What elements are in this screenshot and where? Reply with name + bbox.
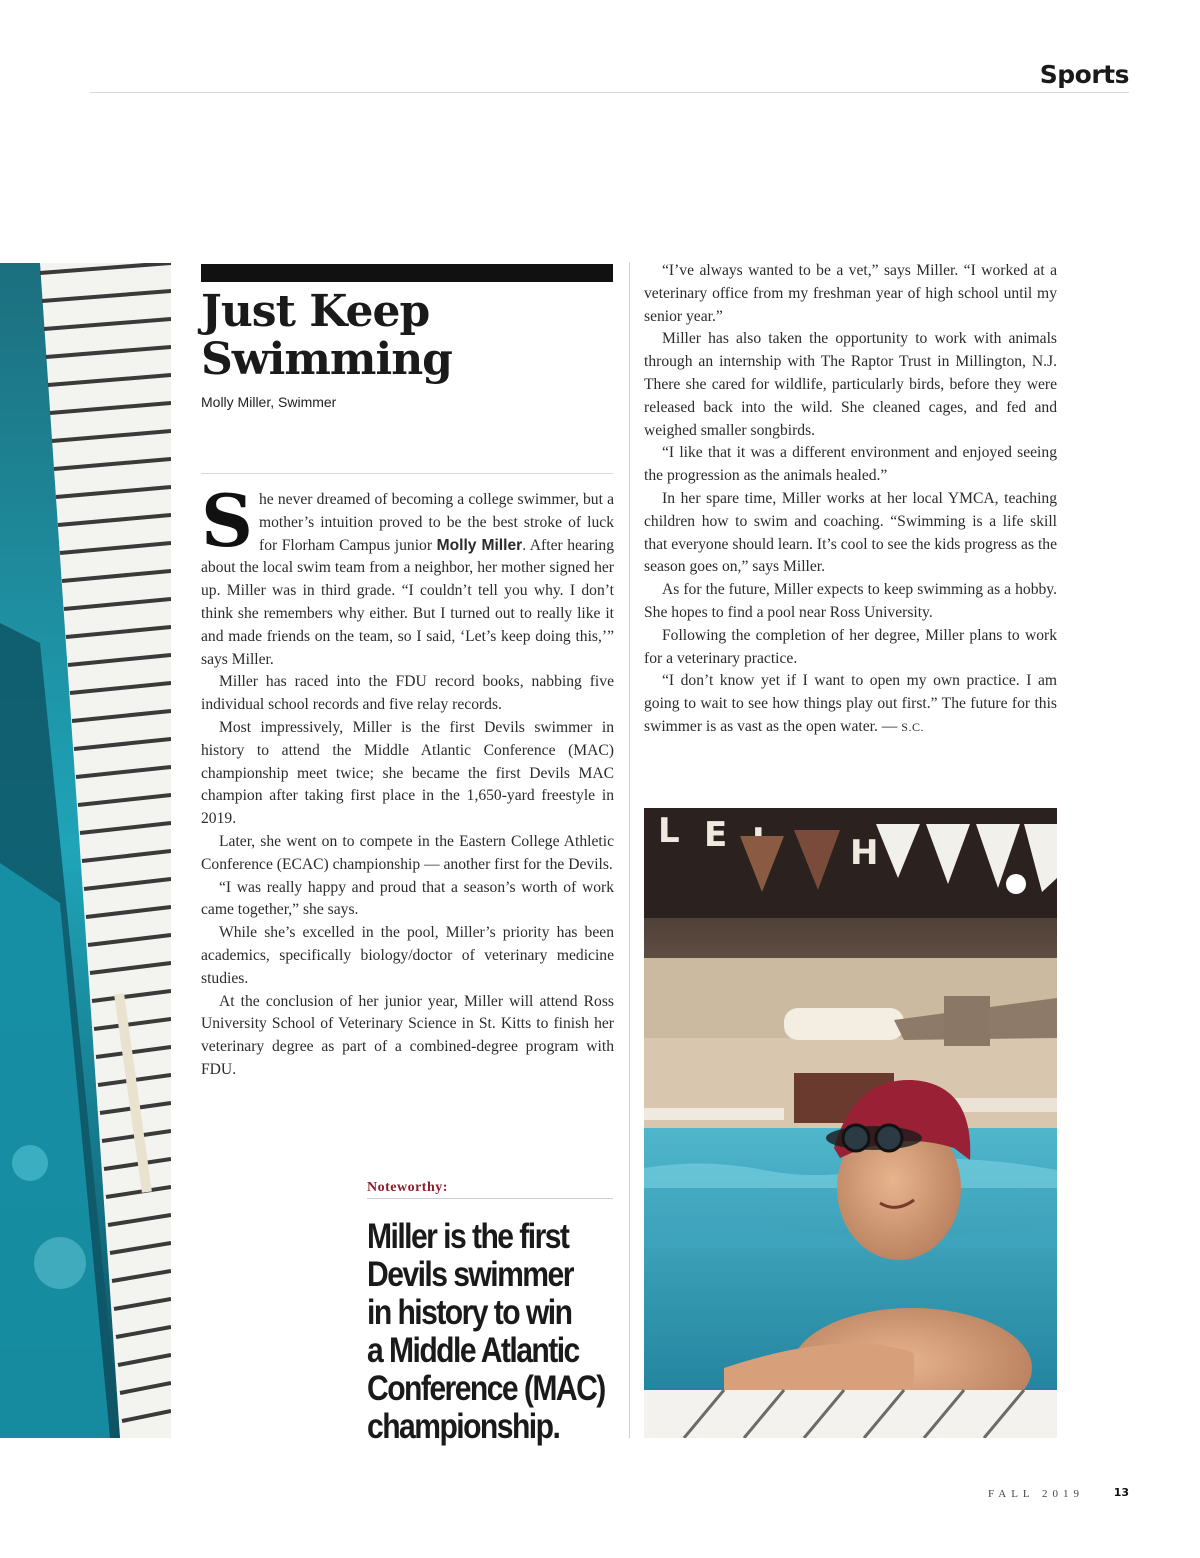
top-divider	[90, 92, 1129, 93]
paragraph-1-text-a: he never dreamed of becoming a college swimmer, but a mother’s intuition proved to be the best stroke of luck for Florham Campus junior	[259, 491, 614, 554]
paragraph-12: As for the future, Miller expects to keep swimming as a hobby. She hopes to find a pool near Ross University.	[644, 581, 1057, 621]
paragraph-2: Miller has raced into the FDU record books, nabbing five individual school records and five relay records.	[201, 673, 614, 714]
paragraph-13: Following the completion of her degree, Miller plans to work for a veterinary practice.	[644, 626, 1057, 667]
paragraph-5: “I was really happy and proud that a season’s worth of work came together,” she says.	[201, 878, 614, 919]
title-line-1: Just Keep	[201, 286, 430, 337]
paragraph-3: Most impressively, Miller is the first Devils swimmer in history to attend the Middle Atlantic Conference (MAC) championship meet twice; she became the first Devils MAC champion after taking first place in the 1,650-yard freestyle in 2019.	[201, 718, 614, 828]
column-divider	[629, 262, 630, 1438]
paragraph-11: In her spare time, Miller works at her local YMCA, teaching children how to swim and coaching. “Swimming is a life skill that everyone should learn. It’s cool to see the kids progress as the season goes on,” says Miller.	[644, 489, 1057, 576]
section-label: Sports	[1039, 60, 1129, 89]
issue-label: FALL 2019	[987, 1488, 1084, 1500]
article-column-2	[644, 260, 1057, 739]
pull-quote-line-5: Conference (MAC)	[367, 1369, 605, 1408]
paragraph-1	[201, 478, 614, 671]
paragraph-8: “I’ve always wanted to be a vet,” says Miller. “I worked at a veterinary office from my freshman year of high school until my senior year.”	[644, 262, 1057, 325]
subject-name: Molly Miller	[436, 536, 523, 554]
pull-quote-line-6: championship.	[367, 1407, 560, 1446]
paragraph-1-text-b: . After hearing about the local swim team from a neighbor, her mother signed her up. Miller was in third grade. “I couldn’t tell you why. I don’t think she remembers why either. But I turned out to really like it and made friends on the team, so I said, ‘Let’s keep doing this,’” says Miller.	[201, 536, 614, 668]
pull-quote-line-4: a Middle Atlantic	[367, 1331, 579, 1370]
byline: Molly Miller, Swimmer	[201, 394, 337, 410]
article-column-1	[201, 478, 614, 1082]
banner-letter: L	[658, 811, 680, 851]
paragraph-14-text: “I don’t know yet if I want to open my own practice. I am going to wait to see how things play out first.” The future for this swimmer is as vast as the open water. —	[644, 672, 1057, 735]
title-line-2: Swimming	[201, 334, 452, 385]
page-number: 13	[1113, 1486, 1129, 1499]
noteworthy-rule	[367, 1198, 613, 1199]
paragraph-4: Later, she went on to compete in the Eastern College Athletic Conference (ECAC) championship — another first for the Devils.	[201, 832, 614, 873]
pull-quote-line-3: in history to win	[367, 1293, 572, 1332]
noteworthy-label: Noteworthy:	[367, 1180, 448, 1195]
pull-quote-line-2: Devils swimmer	[367, 1255, 573, 1294]
column-rule	[201, 473, 613, 474]
paragraph-7: At the conclusion of her junior year, Miller will attend Ross University School of Veterinary Science in St. Kitts to finish her veterinary degree as part of a combined-degree program with FDU.	[201, 992, 614, 1078]
paragraph-9: Miller has also taken the opportunity to work with animals through an internship with The Raptor Trust in Millington, N.J. There she cared for wildlife, particularly birds, before they were released back into the wild. She cleaned cages, and fed and weighed smaller songbirds.	[644, 330, 1057, 439]
paragraph-6: While she’s excelled in the pool, Miller’s priority has been academics, specifically biology/doctor of veterinary medicine studies.	[201, 924, 614, 987]
author-signature: S.C.	[901, 719, 924, 734]
drop-cap: S	[201, 478, 253, 563]
article-title	[201, 288, 613, 384]
title-bar	[201, 264, 613, 282]
swimmer-photo	[644, 808, 1057, 1438]
paragraph-10: “I like that it was a different environment and enjoyed seeing the progression as the animals healed.”	[644, 444, 1057, 485]
banner-letter: E	[704, 815, 728, 855]
banner-letter: H	[850, 833, 879, 873]
paragraph-14	[644, 670, 1057, 738]
pool-edge-photo	[0, 263, 171, 1438]
pull-quote-line-1: Miller is the first	[367, 1217, 569, 1256]
pull-quote	[367, 1217, 605, 1446]
